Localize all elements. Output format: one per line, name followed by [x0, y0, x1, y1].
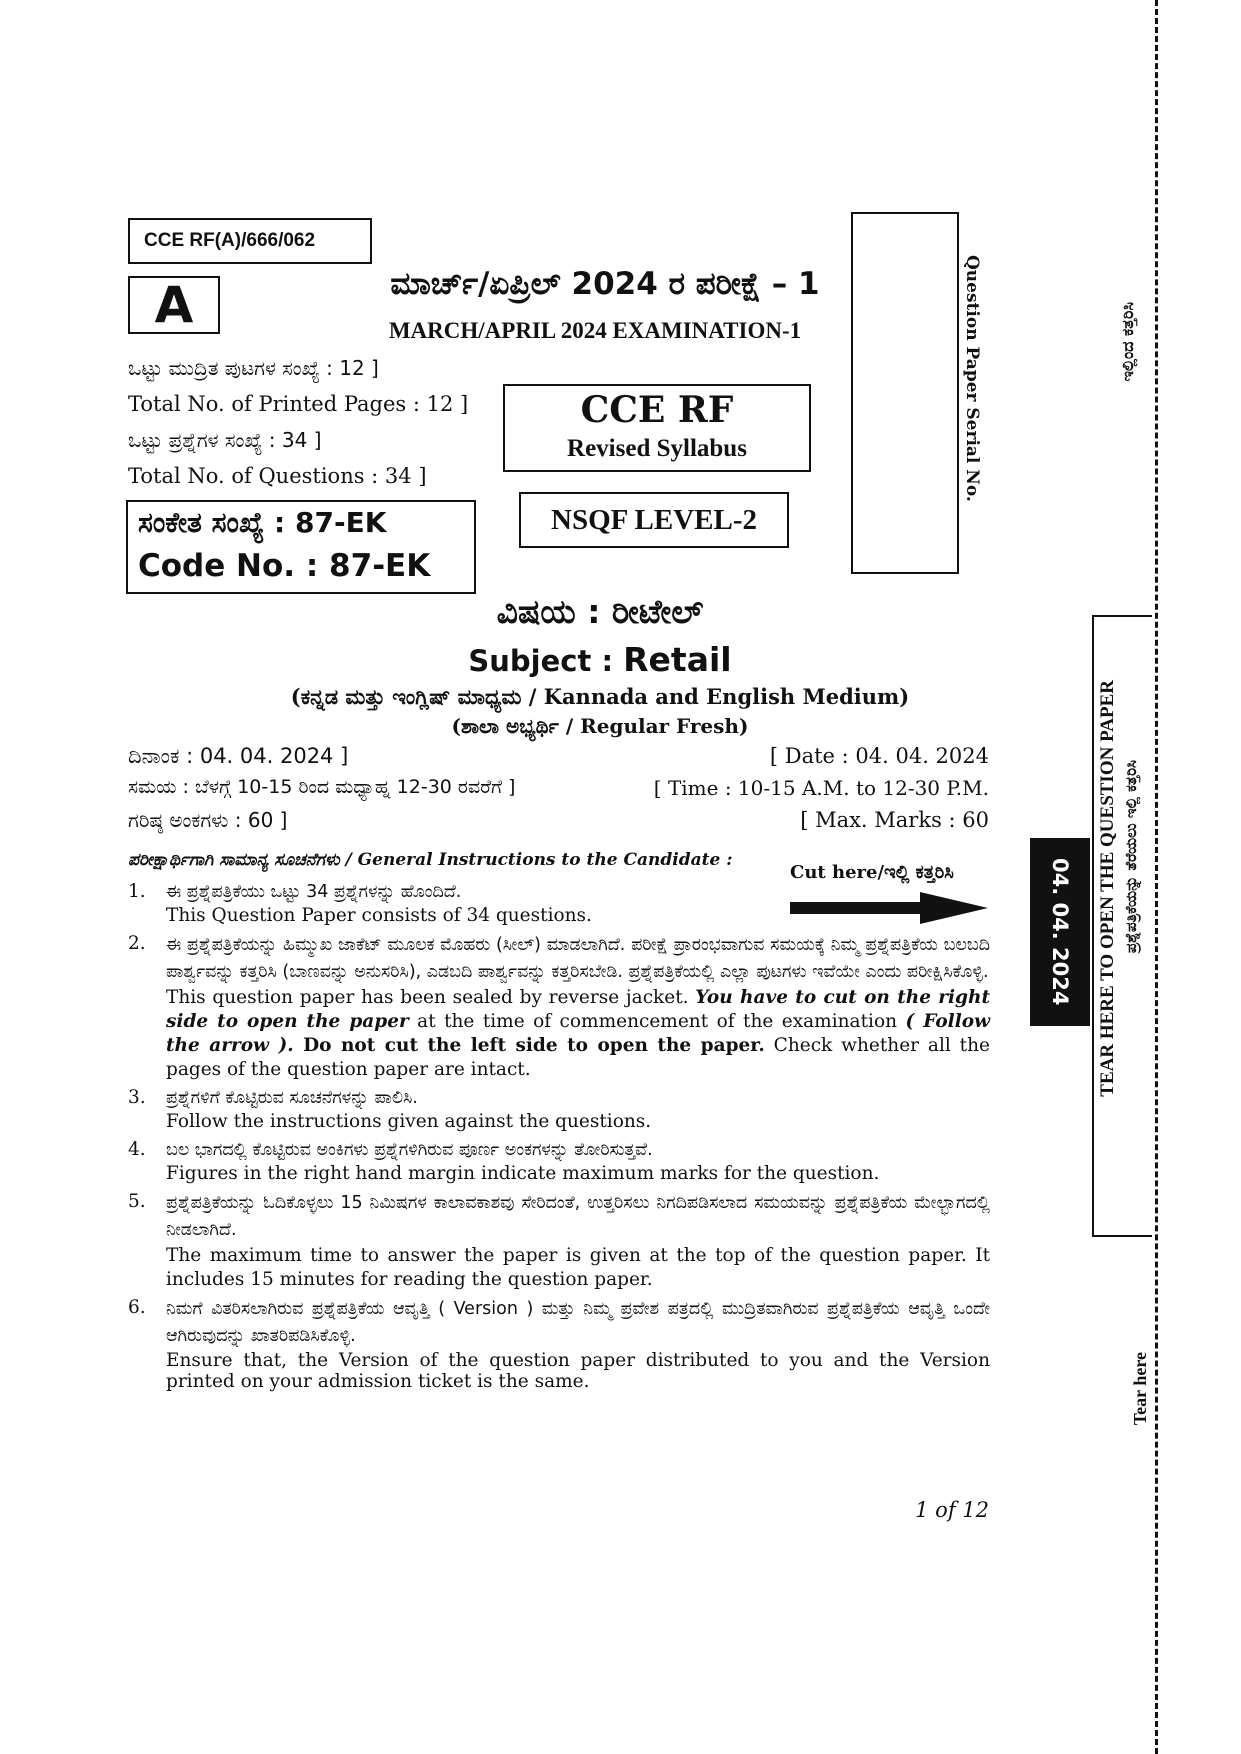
questions-count-en: Total No. of Questions : 34 ] — [128, 464, 427, 488]
max-marks-kn: ಗರಿಷ್ಠ ಅಂಕಗಳು : 60 ] — [128, 808, 288, 832]
subject-en — [380, 640, 820, 679]
instruction-number: 3. — [128, 1087, 146, 1108]
exam-title-kn: ಮಾರ್ಚ್/ಏಪ್ರಿಲ್ 2024 ರ ಪರೀಕ್ಷೆ – 1 — [390, 266, 820, 302]
tear-instruction-kn: ಪ್ರಶ್ನೆಪತ್ರಿಕೆಯನ್ನು ತೆರೆಯಲು ಇಲ್ಲಿ ಕತ್ತರಿಸಿ — [1122, 760, 1140, 954]
instruction-number: 1. — [128, 881, 146, 902]
scheme-box — [503, 384, 811, 472]
instruction-text-kn: ಪ್ರಶ್ನೆಗಳಿಗೆ ಕೊಟ್ಟಿರುವ ಸೂಚನೆಗಳನ್ನು ಪಾಲಿಸಿ. — [166, 1088, 418, 1108]
medium-line: (ಕನ್ನಡ ಮತ್ತು ಇಂಗ್ಲಿಷ್ ಮಾಧ್ಯಮ / Kannada and English Medium) — [290, 684, 910, 709]
printed-pages-en: Total No. of Printed Pages : 12 ] — [128, 392, 469, 416]
instruction-en-b: You have to cut on the right side to open the paper — [166, 987, 990, 1032]
instruction-en-e: Do not cut the left side to open the paper. — [303, 1035, 765, 1056]
instruction-item — [128, 1086, 990, 1134]
exam-title-en: MARCH/APRIL 2024 EXAMINATION-1 — [388, 318, 802, 343]
scheme-title: CCE RF — [580, 389, 734, 431]
questions-count-kn: ಒಟ್ಟು ಪ್ರಶ್ನೆಗಳ ಸಂಖ್ಯೆ : 34 ] — [128, 428, 322, 452]
paper-code: CCE RF(A)/666/062 — [144, 230, 316, 251]
scheme-subtitle: Revised Syllabus — [567, 435, 747, 462]
time-kn: ಸಮಯ : ಬೆಳಗ್ಗೆ 10-15 ರಿಂದ ಮಧ್ಯಾಹ್ನ 12-30 ರವರೆಗೆ ] — [128, 776, 516, 798]
tear-dashed-line — [1155, 0, 1158, 1754]
instruction-text-en: The maximum time to answer the paper is given at the top of the question paper. It includes 15 minutes for reading the question paper. — [166, 1245, 990, 1290]
serial-number-box — [851, 212, 959, 574]
instruction-item — [128, 932, 990, 1082]
page-number: 1 of 12 — [915, 1498, 989, 1522]
instruction-en-a: This question paper has been sealed by reverse jacket. — [166, 987, 696, 1008]
instruction-text-en: Ensure that, the Version of the question paper distributed to you and the Version printed on your admission ticket is the same. — [166, 1350, 990, 1392]
instruction-number: 2. — [128, 933, 146, 954]
instruction-text-en: Follow the instructions given against the questions. — [166, 1111, 652, 1132]
version-letter-box — [128, 276, 220, 334]
instruction-text-kn: ನಿಮಗೆ ವಿತರಿಸಲಾಗಿರುವ ಪ್ರಶ್ನೆಪತ್ರಿಕೆಯ ಆವೃತ್ತಿ ( Version ) ಮತ್ತು ನಿಮ್ಮ ಪ್ರವೇಶ ಪತ್ರದಲ್ಲಿ ಮುದ್ರಿತವಾಗಿರುವ ಪ್ರಶ್ನೆಪತ್ರಿಕೆಯ ಆವೃತ್ತಿ ಒಂದೇ ಆಗಿರುವುದನ್ನು ಖಾತರಿಪಡಿಸಿಕೊಳ್ಳಿ. — [166, 1299, 990, 1346]
instruction-text-kn: ಈ ಪ್ರಶ್ನೆಪತ್ರಿಕೆಯನ್ನು ಹಿಮ್ಮುಖ ಜಾಕೆಟ್ ಮೂಲಕ ಮೊಹರು (ಸೀಲ್) ಮಾಡಲಾಗಿದೆ. ಪರೀಕ್ಷೆ ಪ್ರಾರಂಭವಾಗುವ ಸಮಯಕ್ಕೆ ನಿಮ್ಮ ಪ್ರಶ್ನೆಪತ್ರಿಕೆಯ ಬಲಬದಿ ಪಾರ್ಶ್ವವನ್ನು ಕತ್ತರಿಸಿ (ಬಾಣವನ್ನು ಅನುಸರಿಸಿ), ಎಡಬದಿ ಪಾರ್ಶ್ವವನ್ನು ಕತ್ತರಿಸಬೇಡಿ. ಪ್ರಶ್ನೆಪತ್ರಿಕೆಯಲ್ಲಿ ಎಲ್ಲಾ ಪುಟಗಳು ಇವೆಯೇ ಎಂದು ಪರೀಕ್ಷಿಸಿಕೊಳ್ಳಿ. — [166, 935, 990, 982]
max-marks-en: [ Max. Marks : 60 — [800, 808, 989, 832]
instruction-item — [128, 1190, 990, 1292]
paper-code-box — [128, 218, 372, 264]
date-en: [ Date : 04. 04. 2024 — [769, 744, 989, 768]
level-box — [519, 492, 789, 548]
instruction-text-en: Figures in the right hand margin indicate maximum marks for the question. — [166, 1163, 880, 1184]
instructions-list — [128, 880, 990, 1392]
instruction-en-f: Check whether all the pages of the question paper are intact. — [166, 1035, 990, 1080]
instruction-text-kn: ಪ್ರಶ್ನೆಪತ್ರಿಕೆಯನ್ನು ಓದಿಕೊಳ್ಳಲು 15 ನಿಮಿಷಗಳ ಕಾಲಾವಕಾಶವು ಸೇರಿದಂತೆ, ಉತ್ತರಿಸಲು ನಿಗದಿಪಡಿಸಲಾದ ಸಮಯವನ್ನು ಪ್ರಶ್ನೆಪತ್ರಿಕೆಯ ಮೇಲ್ಭಾಗದಲ್ಲಿ ನೀಡಲಾಗಿದೆ. — [166, 1193, 990, 1240]
subject-kn: ವಿಷಯ : ರೀಟೇಲ್ — [496, 592, 704, 631]
level-label: NSQF LEVEL-2 — [551, 504, 757, 536]
date-tab: 04. 04. 2024 — [1030, 838, 1090, 1026]
subject-en-name: Retail — [623, 640, 732, 679]
instruction-text-kn: ಈ ಪ್ರಶ್ನೆಪತ್ರಿಕೆಯು ಒಟ್ಟು 34 ಪ್ರಶ್ನೆಗಳನ್ನು ಹೊಂದಿದೆ. — [166, 882, 462, 902]
instruction-number: 6. — [128, 1297, 146, 1318]
cut-here-label: Cut here/ಇಲ್ಲಿ ಕತ್ತರಿಸಿ — [790, 862, 954, 883]
instruction-item — [128, 1296, 990, 1392]
code-box — [126, 500, 476, 594]
instruction-text-kn: ಬಲ ಭಾಗದಲ್ಲಿ ಕೊಟ್ಟಿರುವ ಅಂಕಿಗಳು ಪ್ರಶ್ನೆಗಳಿಗಿರುವ ಪೂರ್ಣ ಅಂಕಗಳನ್ನು ತೋರಿಸುತ್ತವೆ. — [166, 1140, 653, 1160]
instruction-number: 5. — [128, 1191, 146, 1212]
tear-instruction-en: TEAR HERE TO OPEN THE QUESTION PAPER — [1097, 680, 1118, 1097]
instructions-heading: ಪರೀಕ್ಷಾರ್ಥಿಗಾಗಿ ಸಾಮಾನ್ಯ ಸೂಚನೆಗಳು / General Instructions to the Candidate : — [128, 850, 733, 870]
date-kn: ದಿನಾಂಕ : 04. 04. 2024 ] — [128, 744, 349, 768]
instruction-en-c: at the time of commencement of the examination — [408, 1011, 906, 1032]
side-cut-here-kn: ಇಲ್ಲಿಂದ ಕತ್ತರಿಸಿ — [1118, 302, 1137, 382]
serial-number-label: Question Paper Serial No. — [962, 255, 982, 502]
candidate-type: (ಶಾಲಾ ಅಭ್ಯರ್ಥಿ / Regular Fresh) — [451, 714, 749, 738]
subject-en-prefix: Subject : — [468, 644, 624, 678]
code-en: Code No. : 87-EK — [138, 548, 431, 584]
instruction-en-d: ( Follow the arrow ). — [166, 1011, 990, 1056]
instruction-text-en — [166, 986, 990, 1082]
code-kn: ಸಂಕೇತ ಸಂಖ್ಯೆ : 87-EK — [138, 506, 387, 539]
printed-pages-kn: ಒಟ್ಟು ಮುದ್ರಿತ ಪುಟಗಳ ಸಂಖ್ಯೆ : 12 ] — [128, 356, 379, 380]
instruction-text-en: This Question Paper consists of 34 questions. — [166, 905, 592, 926]
instruction-number: 4. — [128, 1139, 146, 1160]
version-letter: A — [154, 276, 194, 334]
instruction-item — [128, 1138, 990, 1186]
tear-here-label: Tear here — [1130, 1352, 1150, 1426]
instruction-item — [128, 880, 768, 928]
time-en: [ Time : 10-15 A.M. to 12-30 P.M. — [653, 776, 989, 800]
